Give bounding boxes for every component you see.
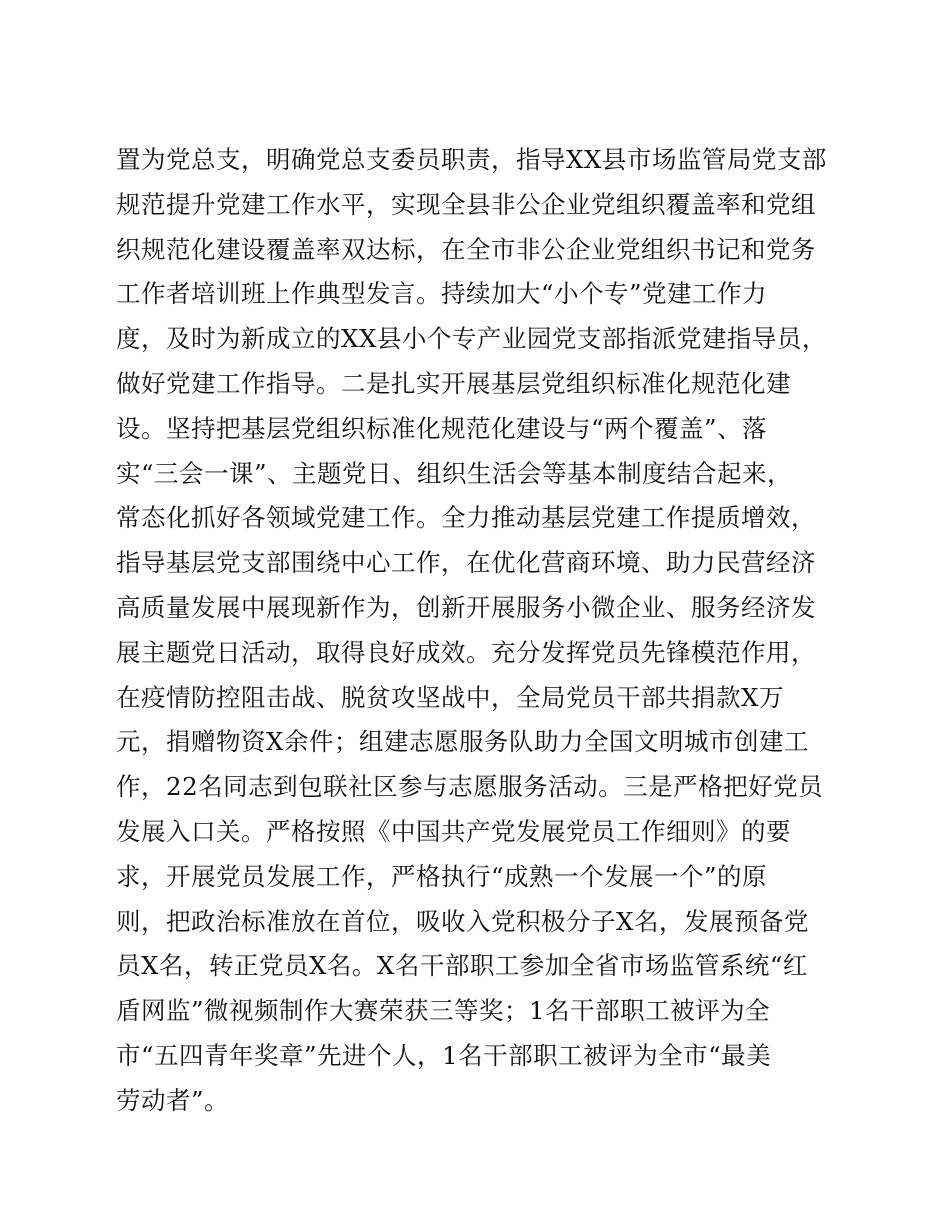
text-line: 员X名，转正党员X名。X名干部职工参加全省市场监管系统“红 — [116, 951, 808, 981]
text-line: 实“三会一课”、主题党日、组织生活会等基本制度结合起来， — [116, 458, 793, 488]
text-line: 元，捐赠物资X余件；组建志愿服务队助力全国文明城市创建工 — [116, 727, 809, 757]
text-line: 置为党总支，明确党总支委员职责，指导XX县市场监管局党支部 — [116, 145, 827, 174]
text-line: 做好党建工作指导。二是扎实开展基层党组织标准化规范化建 — [116, 368, 791, 398]
text-line: 市“五四青年奖章”先进个人，1名干部职工被评为全市“最美 — [116, 1040, 772, 1070]
text-line: 求，开展党员发展工作，严格执行“成熟一个发展一个”的原 — [116, 861, 768, 891]
text-line: 盾网监”微视频制作大赛荣获三等奖；1名干部职工被评为全 — [116, 996, 771, 1026]
body-paragraph — [116, 138, 846, 1124]
text-line: 高质量发展中展现新作为，创新开展服务小微企业、服务经济发 — [116, 592, 816, 622]
text-line: 织规范化建设覆盖率双达标，在全市非公企业党组织书记和党务 — [116, 234, 816, 264]
text-line: 作，22名同志到包联社区参与志愿服务活动。三是严格把好党员 — [116, 772, 824, 802]
text-line: 设。坚持把基层党组织标准化规范化建设与“两个覆盖”、落 — [116, 413, 768, 443]
text-line: 规范提升党建工作水平，实现全县非公企业党组织覆盖率和党组 — [116, 189, 816, 219]
text-line: 常态化抓好各领域党建工作。全力推动基层党建工作提质增效， — [116, 503, 816, 533]
text-line: 发展入口关。严格按照《中国共产党发展党员工作细则》的要 — [116, 816, 791, 846]
text-line: 展主题党日活动，取得良好成效。充分发挥党员先锋模范作用， — [116, 637, 816, 667]
text-line: 在疫情防控阻击战、脱贫攻坚战中，全局党员干部共捐款X万 — [116, 682, 784, 712]
text-line: 度，及时为新成立的XX县小个专产业园党支部指派党建指导员， — [116, 324, 827, 354]
text-line: 则，把政治标准放在首位，吸收入党积极分子X名，发展预备党 — [116, 906, 809, 936]
text-line: 指导基层党支部围绕中心工作，在优化营商环境、助力民营经济 — [116, 548, 816, 578]
text-line: 工作者培训班上作典型发言。持续加大“小个专”党建工作力 — [116, 279, 768, 309]
text-line: 劳动者”。 — [116, 1085, 230, 1115]
